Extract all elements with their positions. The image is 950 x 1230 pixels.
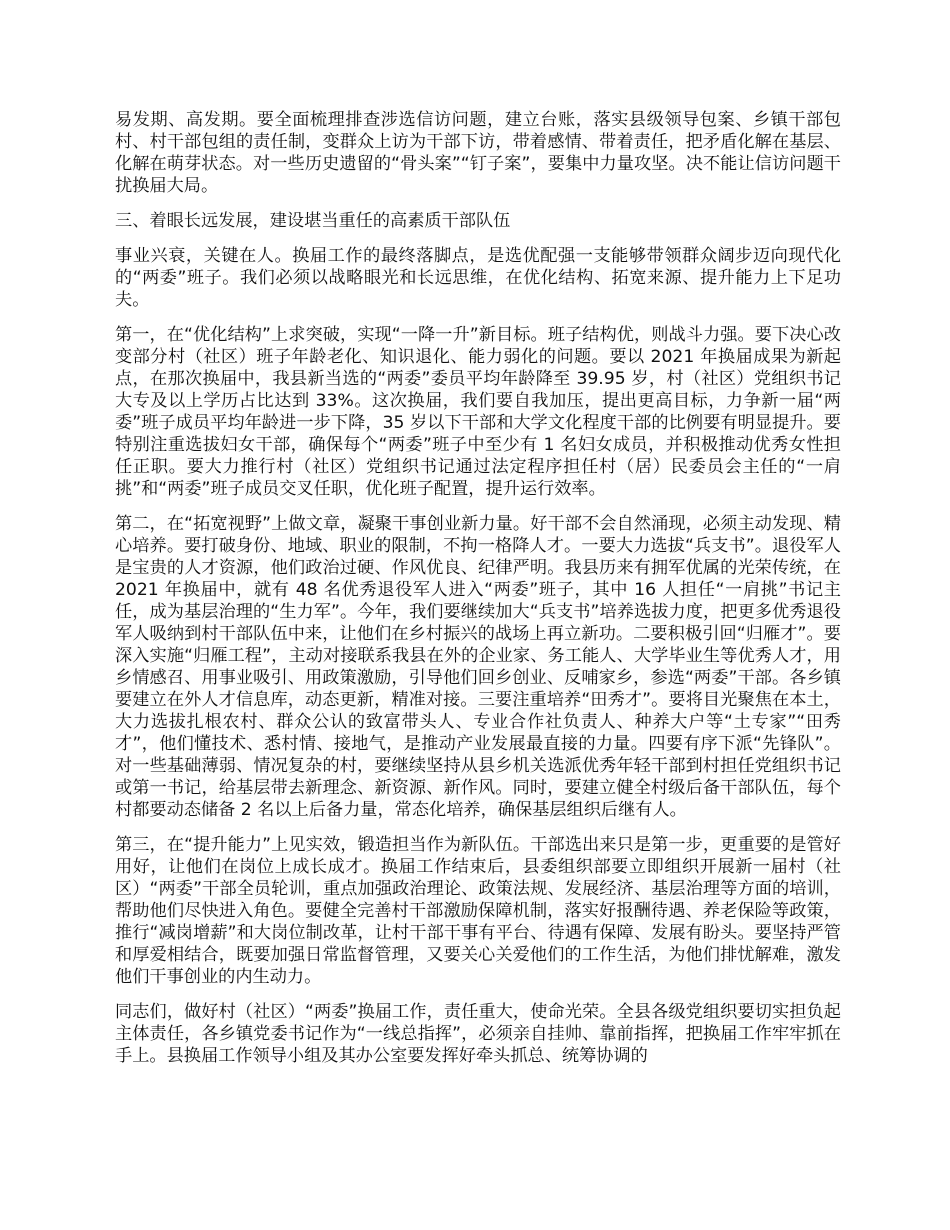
paragraph-second-vision: 第二，在“拓宽视野”上做文章，凝聚干事创业新力量。好干部不会自然涌现，必须主动发现、精心培养。要打破身份、地域、职业的限制，不拘一格降人才。一要大力选拔“兵支书”。退役军人是宝贵的人才资源，他们政治过硬、作风优良、纪律严明。我县历来有拥军优属的光荣传统，在 2021 年换届中，就有 48 名优秀退役军人进入“两委”班子，其中 16 人担任“一肩挑”书记主任，成为基层治理的“生力军”。今年，我们要继续加大“兵支书”培养选拔力度，把更多优秀退役军人吸纳到村干部队伍中来，让他们在乡村振兴的战场上再立新功。二要积极引回“归雁才”。要深入实施“归雁工程”，主动对接联系我县在外的企业家、务工能人、大学毕业生等优秀人才，用乡情感召、用事业吸引、用政策激励，引导他们回乡创业、反哺家乡，参选“两委”干部。各乡镇要建立在外人才信息库，动态更新，精准对接。三要注重培养“田秀才”。要将目光聚焦在本土，大力选拔扎根农村、群众公认的致富带头人、专业合作社负责人、种养大户等“土专家”“田秀才”，他们懂技术、悉村情、接地气，是推动产业发展最直接的力量。四要有序下派“先锋队”。对一些基础薄弱、情况复杂的村，要继续坚持从县乡机关选派优秀年轻干部到村担任党组织书记或第一书记，给基层带去新理念、新资源、新作风。同时，要建立健全村级后备干部队伍，每个村都要动态储备 2 名以上后备力量，常态化培养，确保基层组织后继有人。 [115,514,841,820]
document-page [115,109,841,1080]
paragraph-closing: 同志们，做好村（社区）“两委”换届工作，责任重大，使命光荣。全县各级党组织要切实担负起主体责任，各乡镇党委书记作为“一线总指挥”，必须亲自挂帅、靠前指挥，把换届工作牢牢抓在手上。县换届工作领导小组及其办公室要发挥好牵头抓总、统筹协调的 [115,1002,841,1066]
section-heading-3: 三、着眼长远发展，建设堪当重任的高素质干部队伍 [115,211,511,231]
paragraph-intro: 事业兴衰，关键在人。换届工作的最终落脚点，是选优配强一支能够带领群众阔步迈向现代化的“两委”班子。我们必须以战略眼光和长远思维，在优化结构、拓宽来源、提升能力上下足功夫。 [115,246,841,310]
paragraph-petition-work: 易发期、高发期。要全面梳理排查涉选信访问题，建立台账，落实县级领导包案、乡镇干部包村、村干部包组的责任制，变群众上访为干部下访，带着感情、带着责任，把矛盾化解在基层、化解在萌芽状态。对一些历史遗留的“骨头案”“钉子案”，要集中力量攻坚。决不能让信访问题干扰换届大局。 [115,110,841,196]
paragraph-first-structure: 第一，在“优化结构”上求突破，实现“一降一升”新目标。班子结构优，则战斗力强。要下决心改变部分村（社区）班子年龄老化、知识退化、能力弱化的问题。要以 2021 年换届成果为新起点，在那次换届中，我县新当选的“两委”委员平均年龄降至 39.95 岁，村（社区）党组织书记大专及以上学历占比达到 33%。这次换届，我们要自我加压，提出更高目标，力争新一届“两委”班子成员平均年龄进一步下降，35 岁以下干部和大学文化程度干部的比例要有明显提升。要特别注重选拔妇女干部，确保每个“两委”班子中至少有 1 名妇女成员，并积极推动优秀女性担任正职。要大力推行村（社区）党组织书记通过法定程序担任村（居）民委员会主任的“一肩挑”和“两委”班子成员交叉任职，优化班子配置，提升运行效率。 [115,325,841,499]
paragraph-third-ability: 第三，在“提升能力”上见实效，锻造担当作为新队伍。干部选出来只是第一步，更重要的是管好用好，让他们在岗位上成长成才。换届工作结束后，县委组织部要立即组织开展新一届村（社区）“两委”干部全员轮训，重点加强政治理论、政策法规、发展经济、基层治理等方面的培训，帮助他们尽快进入角色。要健全完善村干部激励保障机制，落实好报酬待遇、养老保险等政策，推行“减岗增薪”和大岗位制改革，让村干部干事有平台、待遇有保障、发展有盼头。要坚持严管和厚爱相结合，既要加强日常监督管理，又要关心关爱他们的工作生活，为他们排忧解难，激发他们干事创业的内生动力。 [115,835,841,987]
